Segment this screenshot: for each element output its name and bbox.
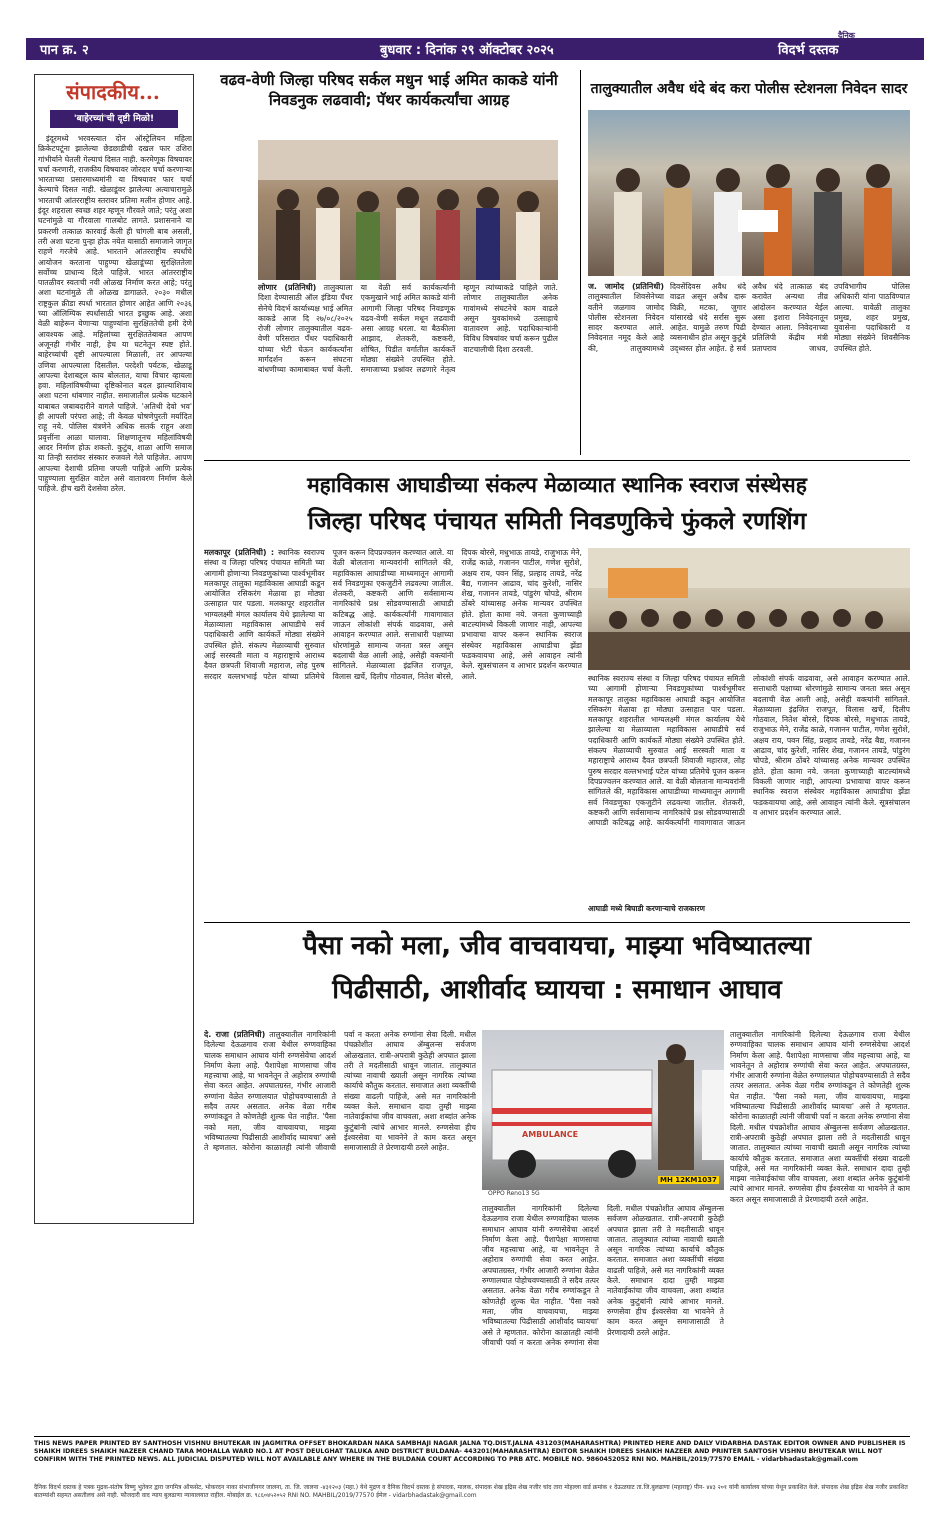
section-divider — [204, 460, 910, 461]
ambulance-label: AMBULANCE — [522, 1130, 579, 1139]
article3-headline-line2: जिल्हा परिषद पंचायत समिती निवडणुकिचे फुंकले रणशिंग — [307, 507, 807, 535]
memorandum-photo-icon — [588, 110, 910, 276]
ambulance-photo — [482, 1030, 724, 1190]
article4-headline-line1: पैसा नको मला, जीव वाचवायचा, माझ्या भविष्यातल्या — [303, 931, 811, 961]
paper-tagline: दैनिक — [838, 31, 855, 40]
article1-text: तालुक्याला दिशा देण्यासाठी ऑल इंडिया पँथर सेनेचे विदर्भ कार्याध्यक्ष भाई अमित काकडे आज दि २७/०८/२०२५ रोजी लोणार तालुक्यातील वढव-वेणी परिसरात पँथर पदाधिकारी यांच्या भेटी घेऊन कार्यकर्त्यांना मार्गदर्शन करून संघटना बांधणीच्या कामाबाबत चर्चा केली. या वेळी सर्व कार्यकर्त्यांनी एकमुखाने भाई अमित काकडे यांनी आगामी जिल्हा परिषद निवडणूक वढव-वेणी सर्कल मधून लढवावी असा आग्रह धरला. या बैठकीला आझाद, शेतकरी, कष्टकरी, शोषित, पिडीत वर्गातील कार्यकर्ते मोठ्या संख्येने उपस्थित होते. समाजाच्या प्रश्नांवर लढणारे नेतृत्व म्हणून त्यांच्याकडे पाहिले जाते. लोणार तालुक्यातील अनेक गावांमध्ये संघटनेचे काम वाढले असून युवकांमध्ये उत्साहाचे वातावरण आहे. पदाधिकाऱ्यांनी विविध विषयांवर चर्चा करून पुढील वाटचालीची दिशा ठरवली. — [258, 283, 558, 375]
article3-body-left — [204, 548, 582, 918]
article1-photo — [258, 140, 558, 280]
article4-text-right: तालुक्यातील नागरिकांनी दिलेल्या देऊळगाव राजा येथील रुग्णवाहिका चालक समाधान आघाव यांनी रुग्णसेवेचा आदर्श निर्माण केला आहे. पैशापेक्षा माणसाचा जीव महत्त्वाचा आहे, या भावनेतून ते अहोरात्र रुग्णांची सेवा करत आहेत. अपघातग्रस्त, गंभीर आजारी रुग्णांना वेळेत रुग्णालयात पोहोचवण्यासाठी ते सदैव तत्पर असतात. अनेक वेळा गरीब रुग्णांकडून ते कोणतेही शुल्क घेत नाहीत. 'पैसा नको मला, जीव वाचवायचा, माझ्या भविष्यातल्या पिढीसाठी आशीर्वाद घ्यायचा' असे ते म्हणतात. कोरोना काळातही त्यांनी जीवाची पर्वा न करता अनेक रुग्णांना सेवा दिली. मधील पंचक्रोशीत आघाव ॲम्बुलन्स सर्वजण ओळखतात. रात्री-अपरात्री कुठेही अपघात झाला तरी ते मदतीसाठी धावून जातात. तालुक्यात त्यांच्या नावाची ख्याती असून नागरिक त्यांच्या कार्याचे कौतुक करतात. समाजात अशा व्यक्तींची संख्या वाढली पाहिजे, असे मत नागरिकांनी व्यक्त केले. समाधान दादा तुम्ही माझ्या नातेवाईकांचा जीव वाचवला, अशा शब्दांत अनेक कुटुंबांनी त्यांचे आभार मानले. रुग्णसेवा हीच ईश्वरसेवा या भावनेने ते काम करत असून समाजासाठी ते प्रेरणादायी ठरले आहेत. — [730, 1030, 910, 1204]
article2-body — [588, 282, 910, 454]
imprint-english: THIS NEWS PAPER PRINTED BY SANTHOSH VISHNU BHUTEKAR IN JAGMITRA OFFSET BHOKARDAN NAKA SAMBHAJI NAGAR JALNA TQ.DIST.JALNA 431203(MAHARASHTRA) PRINTED HERE AND DAILY VIDARBHA DASTAK EDITOR OWNER AND PUBLISHER IS SHAIKH IDREES SHAIKH NAZEER CHAND TARA MOHALLA WARD NO.1 AT POST DEULGHAT TALUKA AND DISTRICT BULDANA- 443201(MAHARASHTRA) EDITOR SHAIKH IDREES SHAIKH NAZEER AND PRINTER SANTOSH VISHNU BHUTEKAR WILL NOT CONFIRM WITH THE PRINTED NEWS. ALL JUDICIAL DISPUTED WILL NOT AVAILABLE ANY WHERE IN THE BULDANA COURT ACCORDING TO PRB ATC. MOBILE NO. 9860452052 RNI NO. MAHBIL/2019/77570 EMAIL - vidarbhadastak@gmail.com — [34, 1440, 906, 1463]
article1-body — [258, 283, 558, 453]
imprint-marathi: दैनिक विदर्भ दस्तक हे पत्रक मुद्रक-संतोष विष्णु भुतेकर द्वारा जगमित्र ऑफसेट, भोकरदन नाका संभाजीनगर जालना, ता. जि. जालना -४३१२०३ (महा.) येथे मुद्रण व दैनिक विदर्भ दस्तक हे संपादक, मालक, संपादक शेख इद्रिस शेख नजीर चांद तारा मोहल्ला वार्ड क्रमांक १ देऊळघाट ता.जि.बुलढाणा (महाराष्ट्र) पीन- ४४३ २०१ यांनी कार्यालय यांच्या येथून प्रकाशित केले. संपादक शेख इद्रिस शेख नजीर प्रकाशित बातम्यांशी सहमत असतीलच असे नाही. फौजदारी वाद न्याय बुलढाणा न्यायालयात राहील. मोबाईल क्र. ९८६०४५२०५२ RNI NO. MAHBIL/2019/77570 ईमेल - vidarbhadastak@gmail.com — [34, 1484, 908, 1499]
article2-headline: तालुक्यातील अवैध धंदे बंद करा पोलीस स्टेशनला निवेदन सादर — [590, 81, 908, 97]
article3-byline: मलकापूर (प्रतिनिधी) : — [204, 548, 275, 557]
article1-headline: वढव-वेणी जिल्हा परिषद सर्कल मधुन भाई अमित काकडे यांनी निवडनुक लढवावी; पॅथर कार्यकर्त्यांचा आग्रह — [220, 71, 558, 109]
article4-body-right — [730, 1030, 910, 1430]
article4-body-middle — [482, 1204, 724, 1430]
article3-headline-line1: महाविकास आघाडीच्या संकल्प मेळाव्यात स्थानिक स्वराज संस्थेसह — [307, 473, 807, 497]
page-number: पान क्र. २ — [40, 43, 89, 58]
column-divider — [580, 70, 581, 455]
article4-headline-line2: पिढीसाठी, आशीर्वाद घ्यायचा : समाधान आघाव — [332, 975, 782, 1005]
article3-text: स्थानिक स्वराज्य संस्था व जिल्हा परिषद पंचायत समिती च्या आगामी होणाऱ्या निवडणुकांच्या पार्श्वभूमीवर मलकापूर तालुका महाविकास आघाडी कडून आयोजित रसिकरंग मेळावा हा मोठ्या उत्साहात पार पडला. मलकापूर शहरातील भाग्यलक्ष्मी मंगल कार्यालय येथे झालेल्या या मेळाव्याला महाविकास आघाडीचे सर्व पदाधिकारी आणि कार्यकर्ते मोठ्या संख्येने उपस्थित होते. संकल्प मेळाव्याची सुरुवात आई सरस्वती माता व महाराष्ट्राचे आराध्य दैवत छत्रपती शिवाजी महाराज, लोह पुरुष सरदार वल्लभभाई पटेल यांच्या प्रतिमेचे पूजन करून दिपप्रज्वलन करण्यात आले. या वेळी बोलताना मान्यवरांनी सांगितले की, महाविकास आघाडीच्या माध्यमातून आगामी सर्व निवडणुका एकजुटीने लढवल्या जातील. शेतकरी, कष्टकरी आणि सर्वसामान्य नागरिकांचे प्रश्न सोडवण्यासाठी आघाडी कटिबद्ध आहे. कार्यकर्त्यांनी गावागावात जाऊन लोकांशी संपर्क वाढवावा, असे आवाहन करण्यात आले. सत्ताधारी पक्षाच्या धोरणांमुळे सामान्य जनता त्रस्त असून बदलाची वेळ आली आहे, असेही वक्त्यांनी सांगितले. मेळाव्याला इंद्रजित राजपूत, विलास खर्चे, दिलीप गोठवाल, नितेश बोरसे, दिपक बोरसे, मधुभाऊ तायडे, राजुभाऊ मेने, राजेंद्र काळे, गजानन पाटील, गणेश सुरोशे, अक्षय राय, पवन सिंह, प्रल्हाद तायडे, नरेंद्र बैद्य, गजानन आढाव, चांद कुरेशी, नासिर शेख, गजानन तायडे, पांडुरंग चोपडे, श्रीराम ठोंबरे यांच्यासह अनेक मान्यवर उपस्थित होते. होता कामा नये. जनता कुणाच्याही बाटल्यांमध्ये विकली जाणार नाही, आपल्या प्रभावाचा वापर करून स्थानिक स्वराज संस्थेवर महाविकास आघाडीचा झेंडा फडकवायचा आहे, असे आवाहन त्यांनी केले. सूत्रसंचालन व आभार प्रदर्शन करण्यात आले. — [204, 548, 582, 681]
footer-divider — [34, 1436, 910, 1437]
editorial-subtitle: 'बाहेरच्यां'ची दृष्टी मिळो! — [50, 110, 178, 128]
article4-body-left — [204, 1030, 476, 1430]
editorial-paragraph: इंदूरमध्ये भरवस्त्यात दोन ऑस्ट्रेलियन महिला क्रिकेटपटूंना झालेल्या छेडछाडीची दखल फार उशिरा गांभीर्याने घेतली गेल्याचं दिसत नाही. करमेणूक विषयावर चर्चा करणारी, राजकीय विषयावर जोरदार चर्चा करणाऱ्या भारताच्या प्रसारमाध्यमांनी या विषयावर फार चर्चा केल्याचे दिसत नाही. खेळाडूंवर झालेल्या अत्याचारामुळे भारताची आंतरराष्ट्रीय स्तरावर प्रतिमा मलीन होणार आहे. इंदूर शहराला स्वच्छ शहर म्हणून गौरवले जाते; परंतु अशा घटनांमुळे या गौरवाला गालबोट लागते. प्रशासनाने या प्रकरणी तत्काळ कारवाई केली ही चांगली बाब असली, तरी अशा घटना पुन्हा होऊ नयेत यासाठी समाजाने जागृत राहणे गरजेचे आहे. भारताने आंतरराष्ट्रीय स्पर्धांचे आयोजन करताना पाहुण्या खेळाडूंच्या सुरक्षिततेला सर्वोच्च प्राधान्य दिले पाहिजे. भारत आंतरराष्ट्रीय पातळीवर स्वतःची नवी ओळख निर्माण करत आहे; परंतु अशा घटनांमुळे ती ओळख डागाळते. २०३० मधील राष्ट्रकुल क्रीडा स्पर्धा भारतात होणार आहेत आणि २०३६ च्या ऑलिम्पिक स्पर्धांसाठी भारत इच्छुक आहे. अशा वेळी बाहेरून येणाऱ्या पाहुण्यांना सुरक्षिततेची हमी देणे आवश्यक आहे. महिलांच्या सुरक्षिततेबाबत आपण अजूनही गंभीर नाही, हेच या घटनेतून स्पष्ट होते. बाहेरच्यांची दृष्टी आपल्याला मिळाली, तर आपल्या उणिवा आपल्याला दिसतील. परदेशी पर्यटक, खेळाडू आपल्या देशाबद्दल काय बोलतात, याचा विचार व्हायला हवा. महिलांविषयीच्या दृष्टिकोनात बदल झाल्याशिवाय अशा घटना थांबणार नाहीत. समाजातील प्रत्येक घटकाने याबाबत जबाबदारीने वागले पाहिजे. 'अतिथी देवो भव' ही आपली परंपरा आहे; ती केवळ घोषणेपुरती मर्यादित राहू नये. पोलिस यंत्रणेने अधिक सतर्क राहून अशा प्रवृत्तींना आळा घालावा. शिक्षणातूनच महिलांविषयी आदर निर्माण होऊ शकतो. कुटुंब, शाळा आणि समाज या तिन्ही स्तरांवर संस्कार रुजवले गेले पाहिजेत. आपण आपल्या देशाची प्रतिमा जपली पाहिजे आणि प्रत्येक पाहुण्याला सुरक्षित वाटेल असे वातावरण निर्माण केले पाहिजे. हीच खरी देशसेवा ठरेल. — [38, 134, 192, 494]
article3-caption: आघाडी मध्ये बिघाडी करणाऱ्याचे राजकारण — [588, 904, 705, 913]
section-divider-2 — [204, 922, 910, 923]
article2-text: तालुक्यातील शिवसेनेच्या वतीने जळगाव जामोद पोलीस स्टेशनला निवेदन सादर करण्यात आले. निवेदनात नमूद केले आहे की, तालुक्यामध्ये दिवसेंदिवस अवैध धंदे वाढत असून अवैध दारू विक्री, मटका, जुगार यांसारखे धंदे सर्रास सुरू आहेत. यामुळे तरुण पिढी व्यसनाधीन होत असून कुटुंबे उद्ध्वस्त होत आहेत. हे सर्व अवैध धंदे तात्काळ बंद करावेत अन्यथा तीव्र आंदोलन करण्यात येईल असा इशारा निवेदनातून देण्यात आला. निवेदनाच्या प्रतिलिपी केंद्रीय मंत्री प्रतापराव जाधव, उपविभागीय पोलिस अधिकारी यांना पाठविण्यात आल्या. यावेळी तालुका प्रमुख, शहर प्रमुख, युवासेना पदाधिकारी व मोठ्या संख्येने शिवसैनिक उपस्थित होते. — [588, 282, 910, 353]
photo-device-tag: OPPO Reno13 5G — [488, 1190, 540, 1197]
group-photo-icon — [258, 140, 558, 280]
article2-byline: ज. जामोद (प्रतिनिधी) — [588, 282, 664, 291]
article4-text-middle: तालुक्यातील नागरिकांनी दिलेल्या देऊळगाव राजा येथील रुग्णवाहिका चालक समाधान आघाव यांनी रुग्णसेवेचा आदर्श निर्माण केला आहे. पैशापेक्षा माणसाचा जीव महत्त्वाचा आहे, या भावनेतून ते अहोरात्र रुग्णांची सेवा करत आहेत. अपघातग्रस्त, गंभीर आजारी रुग्णांना वेळेत रुग्णालयात पोहोचवण्यासाठी ते सदैव तत्पर असतात. अनेक वेळा गरीब रुग्णांकडून ते कोणतेही शुल्क घेत नाहीत. 'पैसा नको मला, जीव वाचवायचा, माझ्या भविष्यातल्या पिढीसाठी आशीर्वाद घ्यायचा' असे ते म्हणतात. कोरोना काळातही त्यांनी जीवाची पर्वा न करता अनेक रुग्णांना सेवा दिली. मधील पंचक्रोशीत आघाव ॲम्बुलन्स सर्वजण ओळखतात. रात्री-अपरात्री कुठेही अपघात झाला तरी ते मदतीसाठी धावून जातात. तालुक्यात त्यांच्या नावाची ख्याती असून नागरिक त्यांच्या कार्याचे कौतुक करतात. समाजात अशा व्यक्तींची संख्या वाढली पाहिजे, असे मत नागरिकांनी व्यक्त केले. समाधान दादा तुम्ही माझ्या नातेवाईकांचा जीव वाचवला, अशा शब्दांत अनेक कुटुंबांनी त्यांचे आभार मानले. रुग्णसेवा हीच ईश्वरसेवा या भावनेने ते काम करत असून समाजासाठी ते प्रेरणादायी ठरले आहेत. — [482, 1204, 724, 1347]
article4-byline: दे. राजा (प्रतिनिधी) — [204, 1030, 266, 1039]
ambulance-icon — [482, 1030, 724, 1190]
meeting-photo-icon — [588, 548, 910, 670]
article1-byline: लोणार (प्रतिनिधी) — [258, 283, 317, 292]
editorial-title: संपादकीय... — [38, 78, 188, 106]
article3-body-right — [588, 674, 910, 914]
article4-text: तालुक्यातील नागरिकांनी दिलेल्या देऊळगाव राजा येथील रुग्णवाहिका चालक समाधान आघाव यांनी रुग्णसेवेचा आदर्श निर्माण केला आहे. पैशापेक्षा माणसाचा जीव महत्त्वाचा आहे, या भावनेतून ते अहोरात्र रुग्णांची सेवा करत आहेत. अपघातग्रस्त, गंभीर आजारी रुग्णांना वेळेत रुग्णालयात पोहोचवण्यासाठी ते सदैव तत्पर असतात. अनेक वेळा गरीब रुग्णांकडून ते कोणतेही शुल्क घेत नाहीत. 'पैसा नको मला, जीव वाचवायचा, माझ्या भविष्यातल्या पिढीसाठी आशीर्वाद घ्यायचा' असे ते म्हणतात. कोरोना काळातही त्यांनी जीवाची पर्वा न करता अनेक रुग्णांना सेवा दिली. मधील पंचक्रोशीत आघाव ॲम्बुलन्स सर्वजण ओळखतात. रात्री-अपरात्री कुठेही अपघात झाला तरी ते मदतीसाठी धावून जातात. तालुक्यात त्यांच्या नावाची ख्याती असून नागरिक त्यांच्या कार्याचे कौतुक करतात. समाजात अशा व्यक्तींची संख्या वाढली पाहिजे, असे मत नागरिकांनी व्यक्त केले. समाधान दादा तुम्ही माझ्या नातेवाईकांचा जीव वाचवला, अशा शब्दांत अनेक कुटुंबांनी त्यांचे आभार मानले. रुग्णसेवा हीच ईश्वरसेवा या भावनेने ते काम करत असून समाजासाठी ते प्रेरणादायी ठरले आहेत. — [204, 1030, 476, 1153]
article2-photo — [588, 110, 910, 276]
article3-photo — [588, 548, 910, 670]
ambulance-plate: MH 12KM1037 — [660, 1176, 717, 1184]
article3-text-continued: स्थानिक स्वराज्य संस्था व जिल्हा परिषद पंचायत समिती च्या आगामी होणाऱ्या निवडणुकांच्या पार्श्वभूमीवर मलकापूर तालुका महाविकास आघाडी कडून आयोजित रसिकरंग मेळावा हा मोठ्या उत्साहात पार पडला. मलकापूर शहरातील भाग्यलक्ष्मी मंगल कार्यालय येथे झालेल्या या मेळाव्याला महाविकास आघाडीचे सर्व पदाधिकारी आणि कार्यकर्ते मोठ्या संख्येने उपस्थित होते. संकल्प मेळाव्याची सुरुवात आई सरस्वती माता व महाराष्ट्राचे आराध्य दैवत छत्रपती शिवाजी महाराज, लोह पुरुष सरदार वल्लभभाई पटेल यांच्या प्रतिमेचे पूजन करून दिपप्रज्वलन करण्यात आले. या वेळी बोलताना मान्यवरांनी सांगितले की, महाविकास आघाडीच्या माध्यमातून आगामी सर्व निवडणुका एकजुटीने लढवल्या जातील. शेतकरी, कष्टकरी आणि सर्वसामान्य नागरिकांचे प्रश्न सोडवण्यासाठी आघाडी कटिबद्ध आहे. कार्यकर्त्यांनी गावागावात जाऊन लोकांशी संपर्क वाढवावा, असे आवाहन करण्यात आले. सत्ताधारी पक्षाच्या धोरणांमुळे सामान्य जनता त्रस्त असून बदलाची वेळ आली आहे, असेही वक्त्यांनी सांगितले. मेळाव्याला इंद्रजित राजपूत, विलास खर्चे, दिलीप गोठवाल, नितेश बोरसे, दिपक बोरसे, मधुभाऊ तायडे, राजुभाऊ मेने, राजेंद्र काळे, गजानन पाटील, गणेश सुरोशे, अक्षय राय, पवन सिंह, प्रल्हाद तायडे, नरेंद्र बैद्य, गजानन आढाव, चांद कुरेशी, नासिर शेख, गजानन तायडे, पांडुरंग चोपडे, श्रीराम ठोंबरे यांच्यासह अनेक मान्यवर उपस्थित होते. होता कामा नये. जनता कुणाच्याही बाटल्यांमध्ये विकली जाणार नाही, आपल्या प्रभावाचा वापर करून स्थानिक स्वराज संस्थेवर महाविकास आघाडीचा झेंडा फडकवायचा आहे, असे आवाहन त्यांनी केले. सूत्रसंचालन व आभार प्रदर्शन करण्यात आले. — [588, 674, 910, 828]
paper-name: विदर्भ दस्तक — [778, 43, 839, 58]
issue-date: बुधवार : दिनांक २९ ऑक्टोबर २०२५ — [380, 43, 554, 58]
masthead — [0, 0, 945, 64]
editorial-body — [38, 134, 192, 1222]
